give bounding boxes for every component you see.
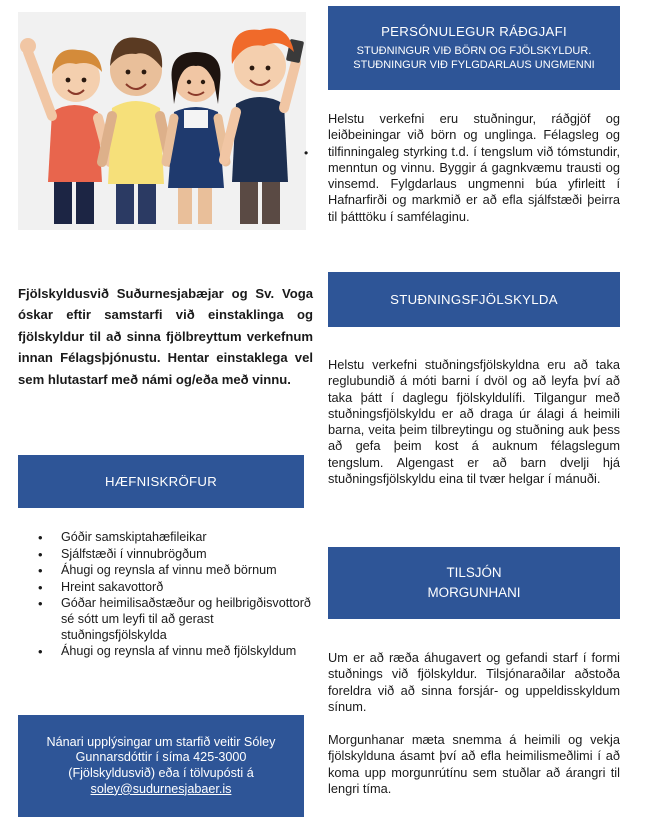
requirements-list [18, 530, 313, 661]
personal-advisor-banner [328, 6, 620, 90]
personal-advisor-subtitle-2: STUÐNINGUR VIÐ FYLGDARLAUS UNGMENNI [353, 59, 595, 71]
child-2 [102, 38, 170, 224]
child-4 [224, 28, 304, 224]
children-illustration-graphic [18, 12, 309, 230]
contact-box [18, 715, 304, 817]
requirement-item: • Áhugi og reynsla af vinnu með fjölskyldum [18, 644, 313, 660]
requirement-item: • Áhugi og reynsla af vinnu með börnum [18, 563, 313, 579]
contact-info [18, 735, 304, 798]
bullet-dot-decoration: • [304, 146, 309, 160]
supervision-banner [328, 547, 620, 619]
supervision-body: Um er að ræða áhugavert og gefandi starf í formi stuðnings við fjölskyldur. Tilsjónaraðilar aðstoða foreldra við að sinna forsjár- og uppeldisskyldum sínum. [328, 650, 620, 714]
children-illustration [18, 12, 309, 230]
contact-text: Nánari upplýsingar um starfið veitir Sóley Gunnarsdóttir í síma 425-3000 (Fjölskyldusvið) eða í tölvupósti á [46, 734, 276, 780]
requirement-item: • Góðir samskiptahæfileikar [18, 530, 313, 546]
support-family-banner [328, 272, 620, 327]
requirement-item: • Sjálfstæði í vinnubrögðum [18, 547, 313, 563]
requirement-item: • Góðar heimilisaðstæður og heilbrigðisvottorð sé sótt um leyfi til að gerast stuðningsfjölskylda [18, 596, 313, 644]
support-family-title: STUÐNINGSFJÖLSKYLDA [390, 292, 558, 307]
morning-helper-body: Morgunhanar mæta snemma á heimili og vekja fjölskylduna ásamt því að efla heimilismeðlimi í að koma upp morgunrútínu sem stuðlar að árangri til lengri tíma. [328, 732, 620, 796]
morning-helper-title: MORGUNHANI [427, 585, 521, 600]
contact-email-link[interactable]: soley@sudurnesjabaer.is [90, 781, 232, 796]
child-3 [166, 52, 226, 224]
support-family-body: Helstu verkefni stuðningsfjölskyldna eru að taka reglubundið á móti barni í dvöl og að leyfa því að taka þátt í daglegu fjölskyldulífi. Tilgangur með stuðningsfjölskyldu er að draga úr álagi á heimili barna, veita þeim tilbreytingu og stuðning auk þess að gefa þeim kost á auknum félagslegum tengslum. Algengast er að barn dvelji hjá stuðningsfjölskyldu eina til tvær helgar í mánuði. [328, 357, 620, 487]
personal-advisor-title: PERSÓNULEGUR RÁÐGJAFI [381, 24, 567, 39]
requirements-heading: HÆFNISKRÖFUR [104, 474, 218, 489]
requirements-banner [18, 455, 304, 508]
supervision-title: TILSJÓN [446, 565, 502, 580]
child-1 [20, 38, 110, 224]
intro-text: Fjölskyldusvið Suðurnesjabæjar og Sv. Voga óskar eftir samstarfi við einstaklinga og fjölskyldur til að sinna fjölbreyttum verkefnum innan Félagsþjónustu. Hentar einstaklega vel sem hlutastarf með námi og/eða með vinnu. [18, 286, 313, 387]
personal-advisor-subtitle-1: STUÐNINGUR VIÐ BÖRN OG FJÖLSKYLDUR. [356, 45, 592, 57]
requirement-item: • Hreint sakavottorð [18, 580, 313, 596]
personal-advisor-body: Helstu verkefni eru stuðningur, ráðgjöf og leiðbeiningar við börn og unglinga. Félagsleg og tilfinningaleg styrking t.d. í tengslum við tómstundir, menntun og vinnu. Byggir á gagnkvæmu trausti og vinsemd. Fylgdarlaus ungmenni búa yfirleitt í Hafnarfirði og markmið er að efla sjálfstæði þeirra til þátttöku í samfélaginu. [328, 111, 620, 224]
